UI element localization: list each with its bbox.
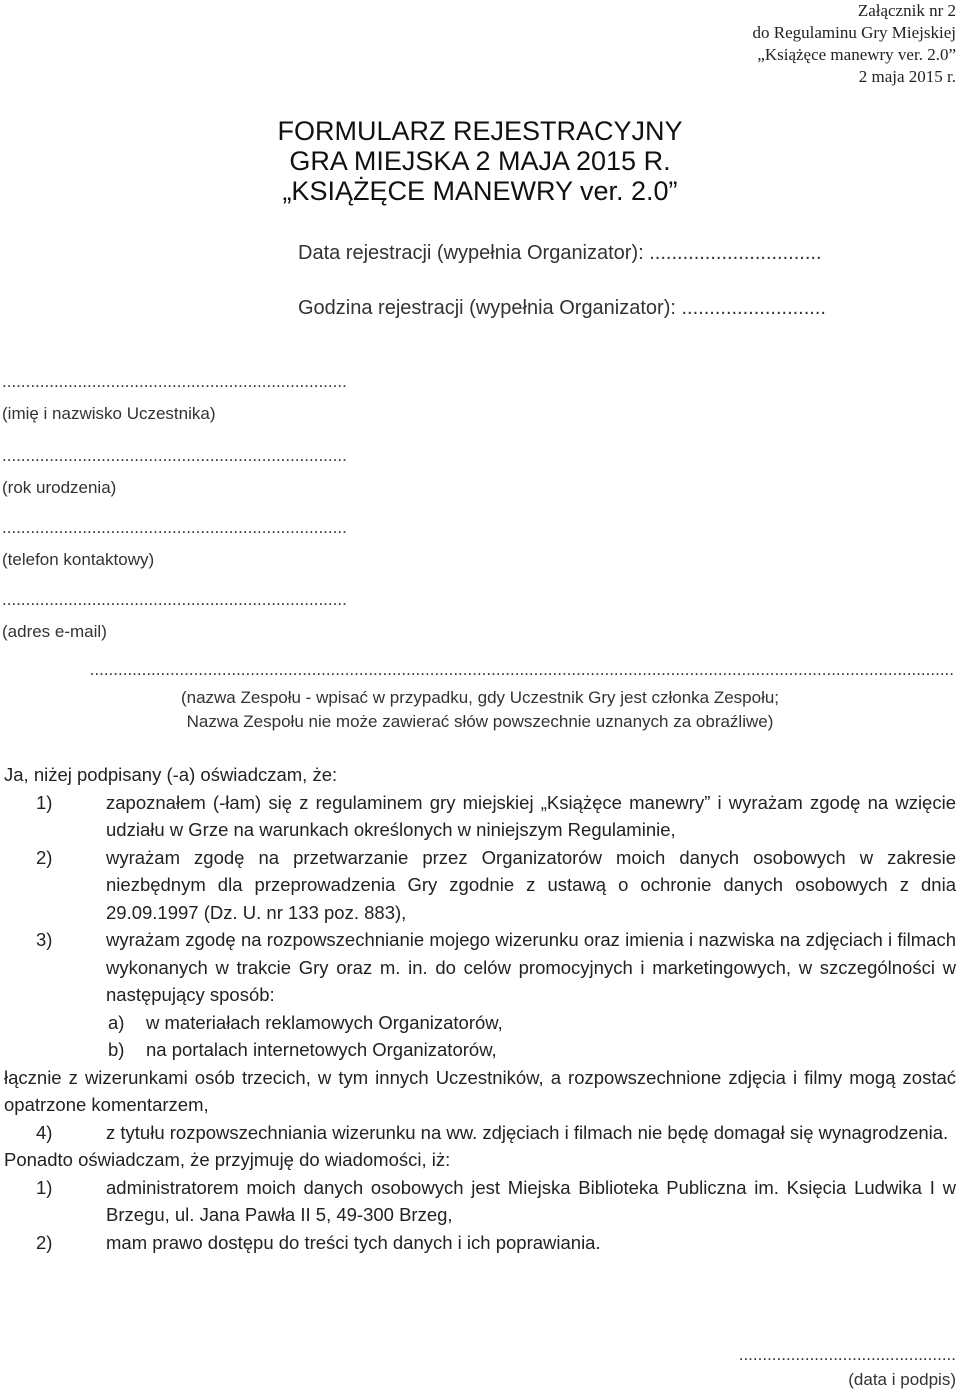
annex-line: do Regulaminu Gry Miejskiej [752,23,956,42]
item-text: wyrażam zgodę na rozpowszechnianie mojego wizerunku oraz imienia i nazwiska na zdjęciach i filmach wykonanych w trakcie Gry oraz m. in. do celów promocyjnych i marketingowych, w szczególności w następujący sposób: [106,929,956,1005]
declaration-intro: Ja, niżej podpisany (-a) oświadczam, że: [4,764,338,785]
declaration-combined: łącznie z wizerunkami osób trzecich, w tym innych Uczestników, a rozpowszechnione zdjęcia i filmy mogą zostać opatrzone komentarzem, [4,1066,956,1115]
info-item [4,1229,956,1257]
declaration-item [4,844,956,927]
item-number: 4) [36,1121,53,1143]
field-label: (telefon kontaktowy) [2,550,155,569]
registration-time-field[interactable]: Godzina rejestracji (wypełnia Organizator): .......................... [298,297,826,319]
item-number: 2) [36,1231,53,1253]
annex-date: 2 maja 2015 r. [858,67,956,86]
declaration-subitem [108,1009,956,1037]
annex-header [752,0,956,88]
fill-dots[interactable]: ......................................................................... [2,590,347,609]
item-text: mam prawo dostępu do treści tych danych i ich poprawiania. [106,1231,601,1253]
item-text: z tytułu rozpowszechniania wizerunku na ww. zdjęciach i filmach nie będę domagał się wynagrodzenia. [106,1121,949,1143]
declaration-further: Ponadto oświadczam, że przyjmuję do wiadomości, iż: [4,1149,451,1170]
birth-year-field[interactable] [2,446,347,498]
title-line: „KSIĄŻĘCE MANEWRY ver. 2.0” [282,176,678,206]
item-number: 1) [36,791,53,813]
item-text: administratorem moich danych osobowych jest Miejska Biblioteka Publiczna im. Księcia Ludwika I w Brzegu, ul. Jana Pawła II 5, 49-300 Brzeg, [106,1176,956,1225]
annex-line: Załącznik nr 2 [857,1,956,20]
signature-block[interactable] [739,1342,956,1392]
annex-line: „Książęce manewry ver. 2.0” [757,45,956,64]
fill-dots[interactable]: ......................................................................... [2,372,347,391]
field-label: (rok urodzenia) [2,478,117,497]
subitem-text: w materiałach reklamowych Organizatorów, [146,1011,503,1033]
item-number: 2) [36,846,53,868]
declaration-section [4,761,956,1256]
signature-dots[interactable]: .............................................. [738,1345,956,1364]
team-name-field[interactable]: ....................................................................................................................................................................................... [89,660,954,679]
field-label: (imię i nazwisko Uczestnika) [2,404,216,423]
fill-dots[interactable]: ......................................................................... [2,446,347,465]
item-number: 1) [36,1176,53,1198]
team-note-line: (nazwa Zespołu - wpisać w przypadku, gdy Uczestnik Gry jest członka Zespołu; [180,688,780,707]
form-title [0,116,960,206]
signature-label: (data i podpis) [848,1370,956,1389]
title-line: FORMULARZ REJESTRACYJNY [277,116,683,146]
info-item [4,1174,956,1229]
registration-date-field[interactable]: Data rejestracji (wypełnia Organizator): ............................... [298,242,822,264]
phone-field[interactable] [2,518,347,570]
item-number: 3) [36,929,53,950]
email-field[interactable] [2,590,347,642]
fill-dots[interactable]: ......................................................................... [2,518,347,537]
declaration-subitem [108,1036,956,1064]
team-note-line: Nazwa Zespołu nie może zawierać słów powszechnie uznanych za obraźliwe) [186,712,774,731]
subitem-letter: b) [108,1039,125,1060]
team-name-note [0,686,960,734]
subitem-text: na portalach internetowych Organizatorów, [146,1039,497,1060]
declaration-item [4,789,956,844]
declaration-item [4,1119,956,1147]
subitem-letter: a) [108,1011,125,1033]
participant-name-field[interactable] [2,372,347,424]
item-text: wyrażam zgodę na przetwarzanie przez Organizatorów moich danych osobowych w zakresie niezbędnym dla przeprowadzenia Gry zgodnie z ustawą o ochronie danych osobowych z dnia 29.09.1997 (Dz. U. nr 133 poz. 883), [106,846,956,923]
declaration-item [4,926,956,1009]
field-label: (adres e-mail) [2,622,107,641]
item-text: zapoznałem (-łam) się z regulaminem gry miejskiej „Książęce manewry” i wyrażam zgodę na wzięcie udziału w Grze na warunkach określonych w niniejszym Regulaminie, [106,791,956,840]
title-line: GRA MIEJSKA 2 MAJA 2015 R. [289,146,671,176]
